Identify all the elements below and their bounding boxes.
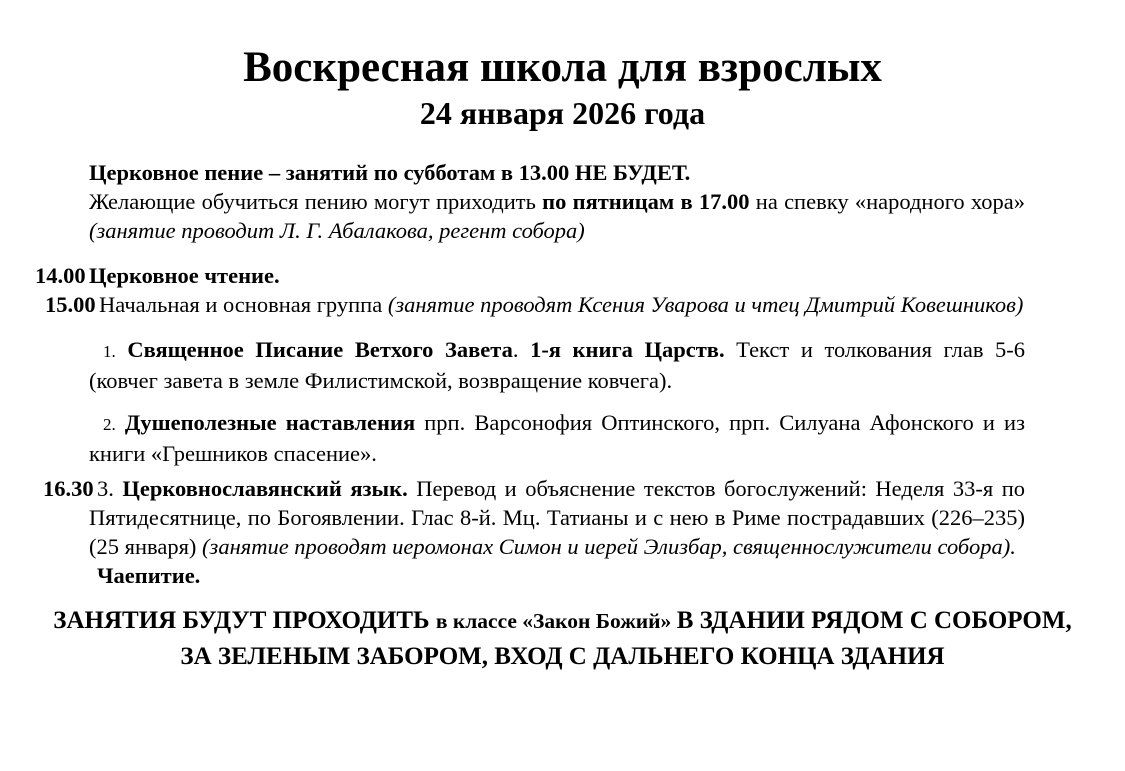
lesson-3-paragraph xyxy=(43,474,1026,561)
lesson-2-paragraph xyxy=(89,408,1025,468)
reading-group-paragraph xyxy=(45,290,1025,319)
time-label-1500: 15.00 xyxy=(45,291,96,317)
notice-line-2: ЗА ЗЕЛЕНЫМ ЗАБОРОМ, ВХОД С ДАЛЬНЕГО КОНЦА ЗДАНИЯ xyxy=(180,642,945,670)
document-body xyxy=(35,158,1026,590)
location-notice xyxy=(0,603,1125,674)
notice-class-phrase: в классе «Закон Божий» xyxy=(435,608,677,633)
time-label-1400: 14.00 xyxy=(35,262,86,288)
page-date: 24 января 2026 года xyxy=(419,95,706,132)
lesson-3-text: Перевод и объяснение текстов богослужений: Неделя 33-я по Пятидесятнице, по Богоявлении. Глас 8-й. Мц. Татианы и с нею в Риме пострадавших (226–235) (25 января) xyxy=(89,475,1026,559)
notice-caps-b: В ЗДАНИИ РЯДОМ С СОБОРОМ, xyxy=(676,606,1072,634)
lesson-3-title: Церковнославянский язык. xyxy=(122,475,408,501)
reading-group-text: Начальная и основная группа xyxy=(99,291,388,317)
lesson-1-number: 1. xyxy=(103,341,116,361)
tea-label: Чаепитие. xyxy=(97,562,201,588)
lesson-1-separator: . xyxy=(512,336,531,362)
reading-heading: Церковное чтение. xyxy=(89,262,280,288)
time-label-1630: 16.30 xyxy=(43,475,94,501)
lesson-2-title: Душеполезные наставления xyxy=(124,409,416,435)
singing-text-1: Желающие обучиться пению могут приходить xyxy=(89,188,543,214)
notice-caps-a: ЗАНЯТИЯ БУДУТ ПРОХОДИТЬ xyxy=(53,606,436,634)
lesson-1-text: Текст и толкования глав 5-6 (ковчег завета в земле Филистимской, возвращение ковчега). xyxy=(89,336,1026,393)
singing-italic-note: (занятие проводит Л. Г. Абалакова, регент собора) xyxy=(89,217,585,243)
lesson-2-number: 2. xyxy=(103,414,116,434)
singing-paragraph xyxy=(89,187,1025,245)
lesson-3-italic-note: (занятие проводят иеромонах Симон и иерей Элизбар, священнослужители собора). xyxy=(202,533,1016,559)
page-title: Воскресная школа для взрослых xyxy=(243,44,882,91)
singing-headline: Церковное пение – занятий по субботам в 13.00 НЕ БУДЕТ. xyxy=(89,159,691,185)
lesson-1-title-b: 1-я книга Царств. xyxy=(530,336,725,362)
lesson-2-text: прп. Варсонофия Оптинского, прп. Силуана Афонского и из книги «Грешников спасение». xyxy=(89,409,1025,466)
lesson-3-number: 3. xyxy=(97,475,123,501)
singing-text-2: на спевку «народного хора» xyxy=(749,188,1025,214)
reading-heading-row xyxy=(35,261,1025,290)
lesson-1-paragraph xyxy=(89,335,1025,395)
singing-bold-time: по пятницам в 17.00 xyxy=(542,188,750,214)
reading-group-italic-note: (занятие проводят Ксения Уварова и чтец Дмитрий Ковешников) xyxy=(387,291,1024,317)
lesson-1-title-a: Священное Писание Ветхого Завета xyxy=(127,336,513,362)
